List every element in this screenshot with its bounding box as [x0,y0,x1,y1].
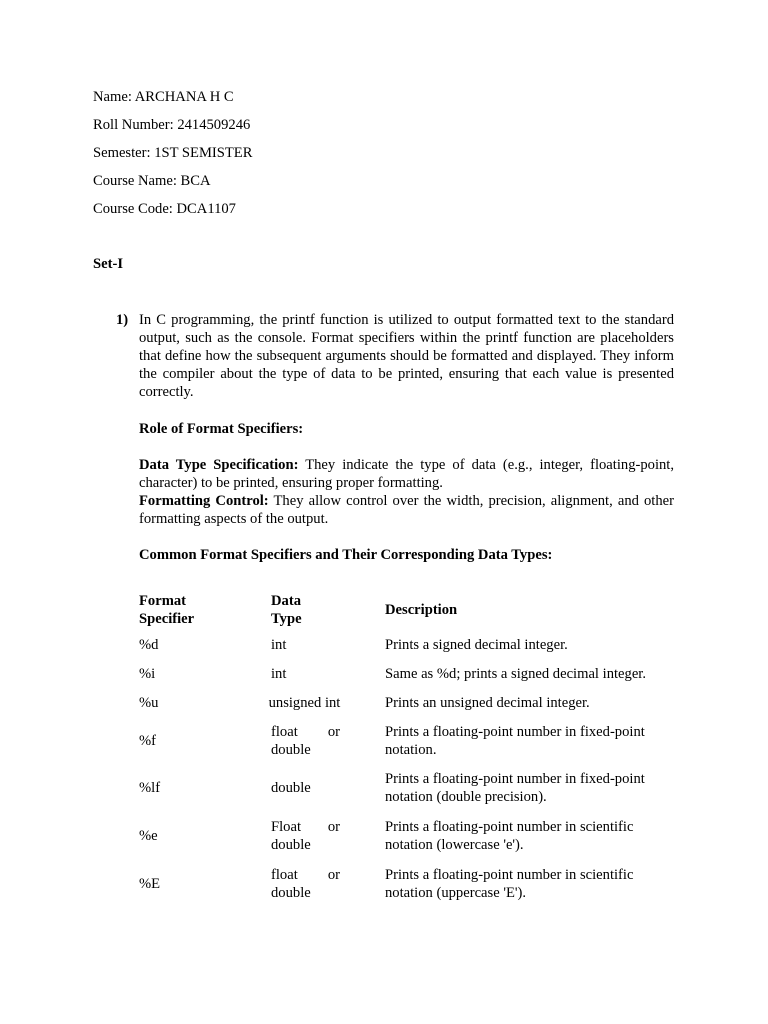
cell-description: Prints a floating-point number in fixed-point notation. [385,724,645,758]
course-code: Course Code: DCA1107 [93,201,236,217]
format-specifier-table [139,590,674,908]
table-row [139,812,674,860]
cell-specifier: %f [139,733,157,749]
cell-type: int [271,665,287,682]
header-type: Data Type [271,593,302,627]
question-intro: In C programming, the printf function is utilized to output formatted text to the standard output, such as the console. Format specifiers within the printf function are placeholders that define how the subsequent arguments should be formatted and displayed. They inform the compiler about the type of data to be printed, ensuring that each value is presented correctly. [139,312,674,400]
point-formatting-text: They allow control over the width, precision, alignment, and other formatting aspects of the output. [139,493,674,527]
table-row [139,630,674,659]
table-heading: Common Format Specifiers and Their Corresponding Data Types: [139,547,553,563]
cell-description: Prints a floating-point number in scientific notation (lowercase 'e'). [385,819,634,853]
question-number: 1) [116,312,129,328]
student-name: Name: ARCHANA H C [93,89,234,105]
semester: Semester: 1ST SEMISTER [93,145,253,161]
table-row [139,659,674,688]
cell-specifier: %E [139,876,161,892]
cell-specifier: %e [139,828,158,844]
cell-description: Prints an unsigned decimal integer. [385,695,590,711]
role-heading: Role of Format Specifiers: [139,421,304,437]
cell-specifier: %d [139,636,159,653]
cell-description: Same as %d; prints a signed decimal integer. [385,665,646,682]
table-row [139,860,674,908]
table-header-row [139,590,674,630]
cell-type: unsigned int [268,695,341,711]
cell-description: Prints a floating-point number in fixed-point notation (double precision). [385,771,645,805]
cell-description: Prints a floating-point number in scientific notation (uppercase 'E'). [385,867,634,901]
cell-specifier: %u [139,695,159,711]
table-row [139,764,674,812]
point-formatting [139,492,674,528]
cell-type: float or double [271,724,340,758]
point-data-type-label: Data Type Specification: [139,457,299,473]
cell-type: int [271,636,287,653]
cell-specifier: %lf [139,780,161,796]
cell-type: Float or double [271,819,340,853]
header-specifier: Format Specifier [139,593,195,627]
set-title: Set-I [93,256,123,272]
cell-type: double [271,780,311,796]
point-formatting-label: Formatting Control: [139,493,269,509]
course-name: Course Name: BCA [93,173,211,189]
table-row [139,718,674,764]
header-description: Description [385,602,458,618]
cell-type: float or double [271,867,340,901]
cell-specifier: %i [139,665,156,682]
cell-description: Prints a signed decimal integer. [385,636,568,653]
point-data-type-text: They indicate the type of data (e.g., integer, floating-point, character) to be printed, ensuring proper formatting. [139,457,675,491]
table-row [139,688,674,718]
point-data-type [139,456,674,492]
roll-number: Roll Number: 2414509246 [93,117,251,133]
